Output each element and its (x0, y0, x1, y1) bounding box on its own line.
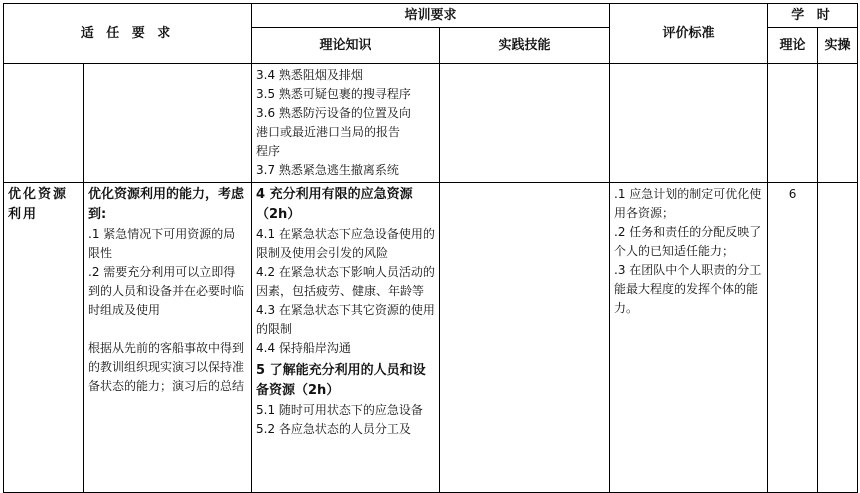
theory-section-4-heading: 4 充分利用有限的应急资源（2h） (256, 187, 413, 222)
theory-item: 4.3 在紧急状态下其它资源的使用的限制 (256, 303, 435, 336)
row1-evaluation-cell (610, 64, 768, 183)
row2-theory-hours-cell: 6 (768, 183, 818, 493)
theory-line: 3.7 熟悉紧急逃生撤离系统 (256, 163, 399, 177)
evaluation-header: 评价标准 (610, 4, 768, 64)
practical-skills-header: 实践技能 (440, 28, 610, 64)
row1-topic-cell (4, 64, 84, 183)
theory-hours-header: 理论 (768, 28, 818, 64)
training-header: 培训要求 (252, 4, 610, 28)
spacer (88, 320, 247, 339)
competence-item: .1 紧急情况下可用资源的局限性 (88, 227, 236, 260)
theory-line: 3.4 熟悉阻烟及排烟 (256, 68, 363, 82)
theory-item: 4.1 在紧急状态下应急设备使用的限制及使用会引发的风险 (256, 227, 435, 260)
theory-line: 3.6 熟悉防污设备的位置及向 (256, 106, 411, 120)
row1-theory-hours-cell (768, 64, 818, 183)
row1-theory-cell (252, 64, 440, 183)
theory-item: 5.1 随时可用状态下的应急设备 (256, 403, 423, 417)
row1-practical-cell (440, 64, 610, 183)
theory-knowledge-header: 理论知识 (252, 28, 440, 64)
row1-practice-hours-cell (818, 64, 858, 183)
row2-practice-hours-cell (818, 183, 858, 493)
theory-line: 港口或最近港口当局的报告 (256, 125, 401, 139)
theory-item: 5.2 各应急状态的人员分工及 (256, 422, 411, 436)
competence-header: 适 任 要 求 (4, 4, 252, 64)
theory-item: 4.4 保持船岸沟通 (256, 341, 351, 355)
theory-item: 4.2 在紧急状态下影响人员活动的因素，包括疲劳、健康、年龄等 (256, 265, 435, 298)
evaluation-item: .2 任务和责任的分配反映了个人的已知适任能力； (614, 225, 762, 258)
row1-competence-cell (84, 64, 252, 183)
competence-title: 优化资源利用的能力，考虑到: (88, 187, 245, 222)
training-table (3, 3, 858, 493)
theory-section-5-heading: 5 了解能充分利用的人员和设备资源（2h） (256, 363, 426, 398)
competence-item: .2 需要充分利用可以立即得到的人员和设备并在必要时临时组成及使用 (88, 265, 245, 317)
row2-competence-cell (84, 183, 252, 493)
theory-line: 程序 (256, 144, 281, 158)
evaluation-item: .1 应急计划的制定可优化使用各资源； (614, 187, 762, 220)
theory-line: 3.5 熟悉可疑包裹的搜寻程序 (256, 87, 411, 101)
hours-header: 学 时 (768, 4, 858, 28)
evaluation-item: .3 在团队中个人职责的分工能最大程度的发挥个体的能力。 (614, 263, 762, 315)
row2-practical-cell (440, 183, 610, 493)
practice-hours-header: 实操 (818, 28, 858, 64)
row2-evaluation-cell (610, 183, 768, 493)
row2-theory-cell (252, 183, 440, 493)
competence-note: 根据从先前的客船事故中得到的教训组织现实演习以保持准备状态的能力；演习后的总结 (88, 341, 245, 393)
row2-topic-cell: 优化资源利用 (4, 183, 84, 493)
